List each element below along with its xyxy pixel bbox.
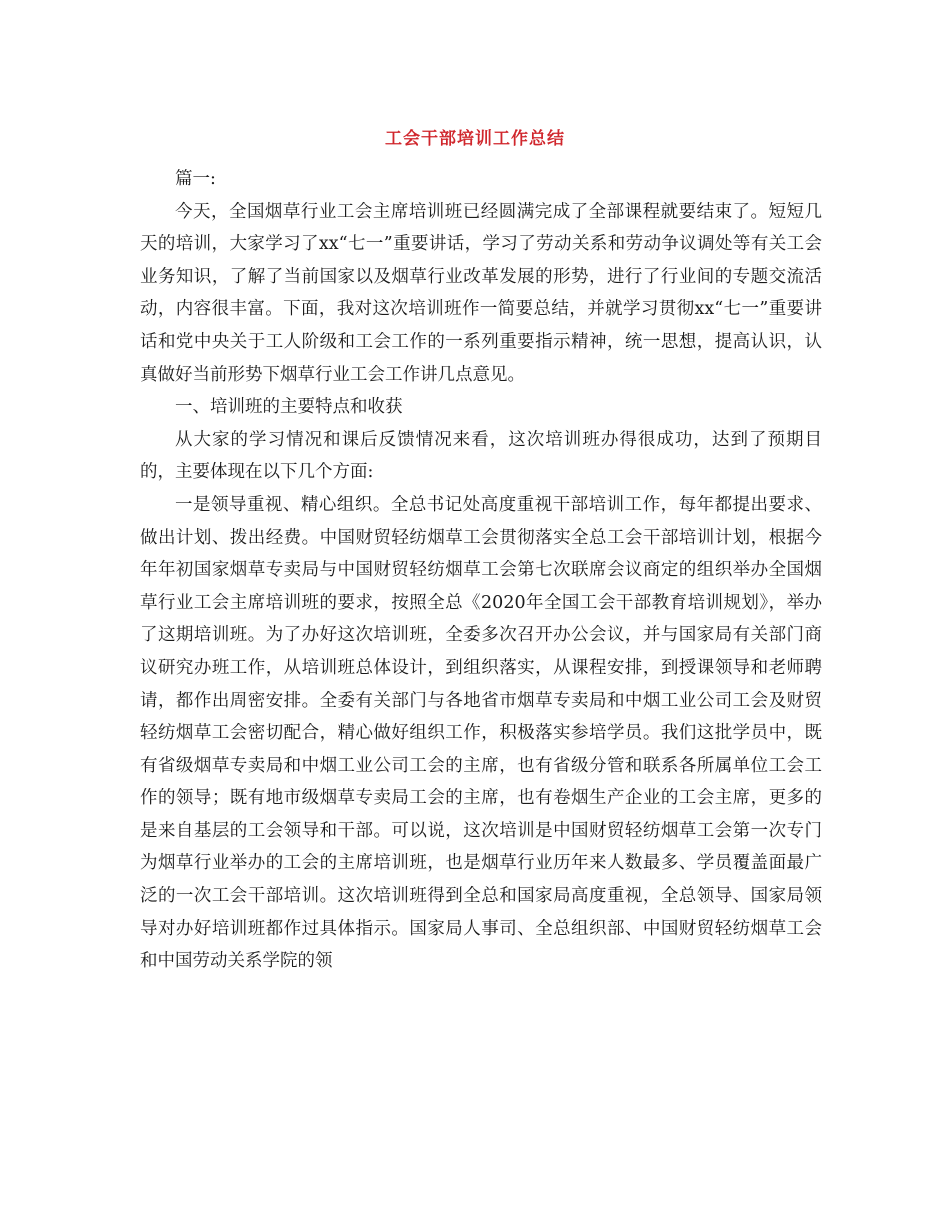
- body-paragraph: 一是领导重视、精心组织。全总书记处高度重视干部培训工作，每年都提出要求、做出计划、拨出经费。中国财贸轻纺烟草工会贯彻落实全总工会干部培训计划，根据今年年初国家烟草专卖局与中国财贸轻纺烟草工会第七次联席会议商定的组织举办全国烟草行业工会主席培训班的要求，按照全总《2020年全国工会干部教育培训规划》，举办了这期培训班。为了办好这次培训班，全委多次召开办公会议，并与国家局有关部门商议研究办班工作，从培训班总体设计，到组织落实，从课程安排，到授课领导和老师聘请，都作出周密安排。全委有关部门与各地省市烟草专卖局和中烟工业公司工会及财贸轻纺烟草工会密切配合，精心做好组织工作，积极落实参培学员。我们这批学员中，既有省级烟草专卖局和中烟工业公司工会的主席，也有省级分管和联系各所属单位工会工作的领导；既有地市级烟草专卖局工会的主席，也有卷烟生产企业的工会主席，更多的是来自基层的工会领导和干部。可以说，这次培训是中国财贸轻纺烟草工会第一次专门为烟草行业举办的工会的主席培训班，也是烟草行业历年来人数最多、学员覆盖面最广泛的一次工会干部培训。这次培训班得到全总和国家局高度重视，全总领导、国家局领导对办好培训班都作过具体指示。国家局人事司、全总组织部、中国财贸轻纺烟草工会和中国劳动关系学院的领: [140, 494, 822, 972]
- section-heading: 一、培训班的主要特点和收获: [175, 397, 403, 418]
- document-title: 工会干部培训工作总结: [385, 129, 565, 149]
- body-paragraph: 今天，全国烟草行业工会主席培训班已经圆满完成了全部课程就要结束了。短短几天的培训，大家学习了xx“七一”重要讲话，学习了劳动关系和劳动争议调处等有关工会业务知识，了解了当前国家以及烟草行业改革发展的形势，进行了行业间的专题交流活动，内容很丰富。下面，我对这次培训班作一简要总结，并就学习贯彻xx“七一”重要讲话和党中央关于工人阶级和工会工作的一系列重要指示精神，统一思想，提高认识，认真做好当前形势下烟草行业工会工作讲几点意见。: [140, 201, 822, 385]
- document-body: [140, 163, 822, 978]
- body-paragraph: 从大家的学习情况和课后反馈情况来看，这次培训班办得很成功，达到了预期目的，主要体现在以下几个方面:: [140, 429, 822, 483]
- section-label: 篇一:: [175, 169, 216, 189]
